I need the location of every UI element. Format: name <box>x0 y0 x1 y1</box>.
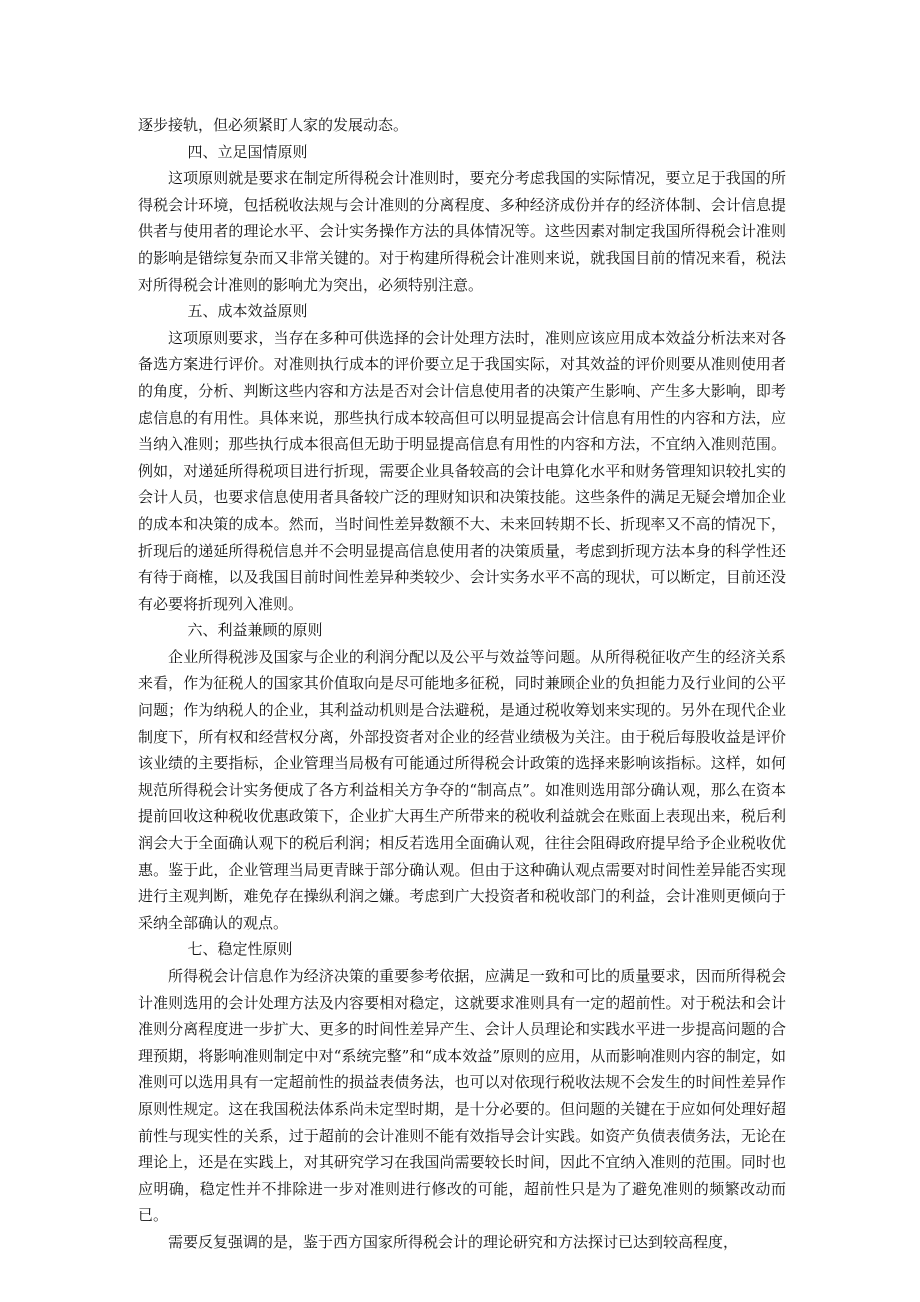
body-paragraph-five: 这项原则要求，当存在多种可供选择的会计处理方法时，准则应该应用成本效益分析法来对各备选方案进行评价。对准则执行成本的评价要立足于我国实际，对其效益的评价则要从准则使用者的角度，分析、判断这些内容和方法是否对会计信息使用者的决策产生影响、产生多大影响，即考虑信息的有用性。具体来说，那些执行成本较高但可以明显提高会计信息有用性的内容和方法，应当纳入准则；那些执行成本很高但无助于明显提高信息有用性的内容和方法，不宜纳入准则范围。例如，对递延所得税项目进行折现，需要企业具备较高的会计电算化水平和财务管理知识较扎实的会计人员，也要求信息使用者具备较广泛的理财知识和决策技能。这些条件的满足无疑会增加企业的成本和决策的成本。然而，当时间性差异数额不大、未来回转期不长、折现率又不高的情况下，折现后的递延所得税信息并不会明显提高信息使用者的决策质量，考虑到折现方法本身的科学性还有待于商榷，以及我国目前时间性差异种类较少、会计实务水平不高的现状，可以断定，目前还没有必要将折现列入准则。 <box>138 328 786 613</box>
body-paragraph-four: 这项原则就是要求在制定所得税会计准则时，要充分考虑我国的实际情况，要立足于我国的所得税会计环境，包括税收法规与会计准则的分离程度、多种经济成份并存的经济体制、会计信息提供者与使用者的理论水平、会计实务操作方法的具体情况等。这些因素对制定我国所得税会计准则的影响是错综复杂而又非常关键的。对于构建所得税会计准则来说，就我国目前的情况来看，税法对所得税会计准则的影响尤为突出，必须特别注意。 <box>138 169 786 294</box>
continued-paragraph: 逐步接轨，但必须紧盯人家的发展动态。 <box>138 116 409 134</box>
document-page <box>138 112 786 1256</box>
closing-paragraph: 需要反复强调的是，鉴于西方国家所得税会计的理论研究和方法探讨已达到较高程度， <box>168 1232 739 1251</box>
section-heading-five: 五、成本效益原则 <box>187 302 308 321</box>
section-heading-six: 六、利益兼顾的原则 <box>187 621 323 640</box>
section-heading-four: 四、立足国情原则 <box>187 142 308 161</box>
section-heading-seven: 七、稳定性原则 <box>187 940 293 959</box>
body-paragraph-six: 企业所得税涉及国家与企业的利润分配以及公平与效益等问题。从所得税征收产生的经济关系来看，作为征税人的国家其价值取向是尽可能地多征税，同时兼顾企业的负担能力及行业间的公平问题；作为纳税人的企业，其利益动机则是合法避税，是通过税收筹划来实现的。另外在现代企业制度下，所有权和经营权分离，外部投资者对企业的经营业绩极为关注。由于税后每股收益是评价该业绩的主要指标，企业管理当局极有可能通过所得税会计政策的选择来影响该指标。这样，如何规范所得税会计实务便成了各方利益相关方争夺的“制高点”。如准则选用部分确认观，那么在资本提前回收这种税收优惠政策下，企业扩大再生产所带来的税收利益就会在账面上表现出来，税后利润会大于全面确认观下的税后利润；相反若选用全面确认观，往往会阻碍政府提早给予企业税收优惠。鉴于此，企业管理当局更青睐于部分确认观。但由于这种确认观点需要对时间性差异能否实现进行主观判断，难免存在操纵利润之嫌。考虑到广大投资者和税收部门的利益，会计准则更倾向于采纳全部确认的观点。 <box>138 647 786 932</box>
body-paragraph-seven: 所得税会计信息作为经济决策的重要参考依据，应满足一致和可比的质量要求，因而所得税会计准则选用的会计处理方法及内容要相对稳定，这就要求准则具有一定的超前性。对于税法和会计准则分离程度进一步扩大、更多的时间性差异产生、会计人员理论和实践水平进一步提高问题的合理预期，将影响准则制定中对“系统完整”和“成本效益”原则的应用，从而影响准则内容的制定，如准则可以选用具有一定超前性的损益表债务法，也可以对依现行税收法规不会发生的时间性差异作原则性规定。这在我国税法体系尚未定型时期，是十分必要的。但问题的关键在于应如何处理好超前性与现实性的关系，过于超前的会计准则不能有效指导会计实践。如资产负债表债务法，无论在理论上，还是在实践上，对其研究学习在我国尚需要较长时间，因此不宜纳入准则的范围。同时也应明确，稳定性并不排除进一步对准则进行修改的可能，超前性只是为了避免准则的频繁改动而已。 <box>138 967 786 1225</box>
